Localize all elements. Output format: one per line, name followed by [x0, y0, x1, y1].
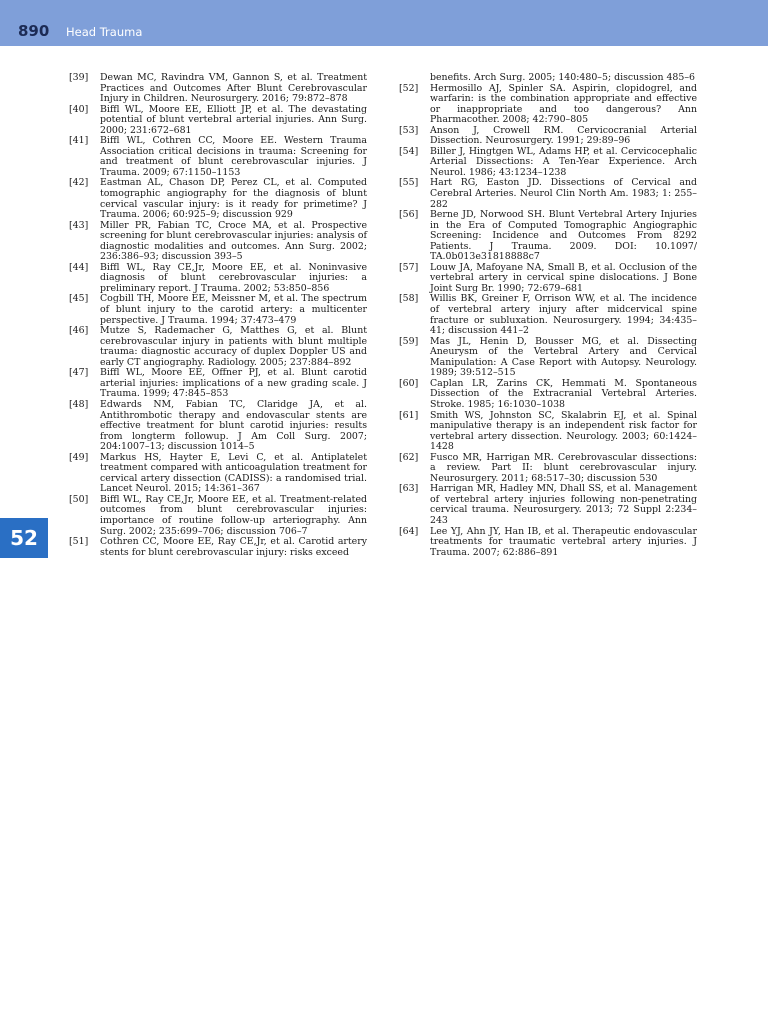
reference-number: [55]	[399, 177, 419, 189]
reference-number: [62]	[399, 451, 419, 463]
reference-item	[69, 294, 367, 326]
reference-text: Louw JA, Mafoyane NA, Small B, et al. Occlusion of the vertebral artery in cervical spine dislocations. J Bone Joint Surg Br. 1990; 72:679–681	[430, 261, 697, 294]
reference-number: [49]	[69, 451, 89, 463]
reference-text: Biffl WL, Cothren CC, Moore EE. Western Trauma Association critical decisions in trauma: Screening for and treatment of blunt cerebrovascular injuries. J Trauma. 2009; 67:1150–1153	[100, 135, 367, 178]
reference-text: Harrigan MR, Hadley MN, Dhall SS, et al. Management of vertebral artery injuries following non-penetrating cervical trauma. Neurosurgery. 2013; 72 Suppl 2:234–243	[430, 483, 697, 526]
reference-item	[69, 400, 367, 453]
reference-text: Smith WS, Johnston SC, Skalabrin EJ, et al. Spinal manipulative therapy is an independent risk factor for vertebral artery dissection. Neurology. 2003; 60:1424–1428	[430, 409, 697, 453]
reference-number: [58]	[399, 293, 419, 305]
reference-item	[69, 105, 367, 137]
reference-number: [47]	[69, 367, 89, 379]
reference-item	[399, 527, 697, 559]
reference-number: [57]	[399, 261, 419, 273]
reference-text: Biffl WL, Moore EE, Offner PJ, et al. Blunt carotid arterial injuries: implications of a new grading scale. J Trauma. 1999; 47:845–853	[100, 367, 367, 400]
reference-item	[69, 326, 367, 368]
reference-number: [40]	[69, 103, 89, 115]
reference-item	[399, 337, 697, 379]
reference-item	[399, 453, 697, 485]
reference-number: [54]	[399, 145, 419, 157]
reference-item	[399, 210, 697, 263]
reference-number: [50]	[69, 493, 89, 505]
reference-text: Lee YJ, Ahn JY, Han IB, et al. Therapeutic endovascular treatments for traumatic vertebral artery injuries. J Trauma. 2007; 62:886–891	[430, 525, 697, 558]
reference-item	[69, 263, 367, 295]
reference-text: Biller J, Hingtgen WL, Adams HP, et al. Cervicocephalic Arterial Dissections: A Ten-Year Experience. Arch Neurol. 1986; 43:1234–1238	[430, 145, 697, 178]
reference-text: Markus HS, Hayter E, Levi C, et al. Antiplatelet treatment compared with anticoagulation treatment for cervical artery dissection (CADISS): a randomised trial. Lancet Neurol. 2015; 14:361–367	[100, 451, 367, 495]
reference-number: [44]	[69, 261, 89, 273]
reference-item	[399, 484, 697, 526]
reference-text: Mutze S, Rademacher G, Matthes G, et al. Blunt cerebrovascular injury in patients with blunt multiple trauma: diagnostic accuracy of duplex Doppler US and early CT angiography. Radiology. 2005; 237:884–892	[100, 325, 367, 368]
reference-number: [46]	[69, 325, 89, 337]
reference-text: Hermosillo AJ, Spinler SA. Aspirin, clopidogrel, and warfarin: is the combination appropriate and effective or inappropriate and too dangerous? Ann Pharmacother. 2008; 42:790–805	[430, 82, 697, 126]
reference-item	[399, 147, 697, 179]
reference-number: [61]	[399, 409, 419, 421]
reference-item	[69, 495, 367, 537]
reference-number: [56]	[399, 209, 419, 221]
reference-text: Edwards NM, Fabian TC, Claridge JA, et al. Antithrombotic therapy and endovascular stents are effective treatment for blunt carotid injuries: results from longterm followup. J Am Coll Surg. 2007; 204:1007–13; discussion 1014–5	[100, 398, 367, 453]
reference-item	[69, 178, 367, 220]
reference-item	[399, 178, 697, 210]
reference-item	[69, 221, 367, 263]
reference-text: benefits. Arch Surg. 2005; 140:480–5; discussion 485–6	[430, 72, 696, 83]
reference-item	[399, 73, 697, 84]
reference-number: [59]	[399, 335, 419, 347]
reference-number: [39]	[69, 72, 89, 83]
reference-item	[69, 73, 367, 105]
reference-number: [53]	[399, 124, 419, 136]
page-number: 890	[18, 22, 50, 40]
reference-item	[399, 379, 697, 411]
reference-item	[399, 84, 697, 126]
reference-item	[399, 263, 697, 295]
reference-number: [52]	[399, 82, 419, 94]
reference-item	[399, 411, 697, 453]
reference-text: Dewan MC, Ravindra VM, Gannon S, et al. Treatment Practices and Outcomes After Blunt Cerebrovascular Injury in Children. Neurosurgery. 2016; 79:872–878	[100, 72, 367, 105]
reference-text: Caplan LR, Zarins CK, Hemmati M. Spontaneous Dissection of the Extracranial Vertebral Arteries. Stroke. 1985; 16:1030–1038	[430, 377, 697, 410]
reference-item	[69, 453, 367, 495]
reference-text: Fusco MR, Harrigan MR. Cerebrovascular dissections: a review. Part II: blunt cerebrovascular injury. Neurosurgery. 2011; 68:517–30; discussion 530	[430, 451, 697, 484]
reference-text: Eastman AL, Chason DP, Perez CL, et al. Computed tomographic angiography for the diagnosis of blunt cervical vascular injury: is it ready for primetime? J Trauma. 2006; 60:925–9; discussion 929	[100, 177, 367, 221]
reference-number: [48]	[69, 398, 89, 410]
reference-column-left	[69, 73, 367, 558]
reference-text: Biffl WL, Ray CE,Jr, Moore EE, et al. Noninvasive diagnosis of blunt cerebrovascular injuries: a preliminary report. J Trauma. 2002; 53:850–856	[100, 261, 367, 294]
reference-item	[399, 126, 697, 147]
reference-item	[69, 368, 367, 400]
reference-item	[399, 294, 697, 336]
reference-text: Miller PR, Fabian TC, Croce MA, et al. Prospective screening for blunt cerebrovascular injuries: analysis of diagnostic modalities and outcomes. Ann Surg. 2002; 236:386–93; discussion 393–5	[100, 219, 367, 263]
reference-text: Cothren CC, Moore EE, Ray CE,Jr, et al. Carotid artery stents for blunt cerebrovascular injury: risks exceed	[100, 536, 367, 558]
reference-number: [60]	[399, 377, 419, 389]
reference-text: Willis BK, Greiner F, Orrison WW, et al. The incidence of vertebral artery injury after midcervical spine fracture or subluxation. Neurosurgery. 1994; 34:435–41; discussion 441–2	[430, 293, 697, 337]
reference-text: Anson J, Crowell RM. Cervicocranial Arterial Dissection. Neurosurgery. 1991; 29:89–96	[430, 124, 697, 147]
reference-number: [45]	[69, 293, 89, 305]
reference-item	[69, 136, 367, 178]
reference-number: [42]	[69, 177, 89, 189]
reference-item	[69, 537, 367, 558]
running-title: Head Trauma	[66, 25, 143, 39]
reference-text: Biffl WL, Moore EE, Elliott JP, et al. The devastating potential of blunt vertebral arterial injuries. Ann Surg. 2000; 231:672–681	[100, 103, 367, 136]
reference-number: [63]	[399, 483, 419, 495]
page-header	[0, 0, 768, 46]
reference-number: [43]	[69, 219, 89, 231]
reference-text: Mas JL, Henin D, Bousser MG, et al. Dissecting Aneurysm of the Vertebral Artery and Cervical Manipulation: A Case Report with Autopsy. Neurology. 1989; 39:512–515	[430, 335, 697, 379]
reference-number: [51]	[69, 536, 89, 548]
reference-number: [41]	[69, 135, 89, 147]
reference-text: Biffl WL, Ray CE,Jr, Moore EE, et al. Treatment-related outcomes from blunt cerebrovascular injuries: importance of routine follow-up arteriography. Ann Surg. 2002; 235:699–706; discussion 706–7	[100, 493, 367, 537]
reference-text: Hart RG, Easton JD. Dissections of Cervical and Cerebral Arteries. Neurol Clin North Am. 1983; 1: 255–282	[430, 177, 697, 210]
reference-number: [64]	[399, 525, 419, 537]
reference-text: Cogbill TH, Moore EE, Meissner M, et al. The spectrum of blunt injury to the carotid artery: a multicenter perspective. J Trauma. 1994; 37:473–479	[100, 293, 367, 326]
chapter-tab: 52	[0, 518, 48, 558]
reference-text: Berne JD, Norwood SH. Blunt Vertebral Artery Injuries in the Era of Computed Tomographic Angiographic Screening: Incidence and Outcomes From 8292 Patients. J Trauma. 2009. DOI: 10.1097/ TA.0b013e31818888c7	[430, 209, 697, 263]
reference-column-right	[399, 73, 697, 558]
